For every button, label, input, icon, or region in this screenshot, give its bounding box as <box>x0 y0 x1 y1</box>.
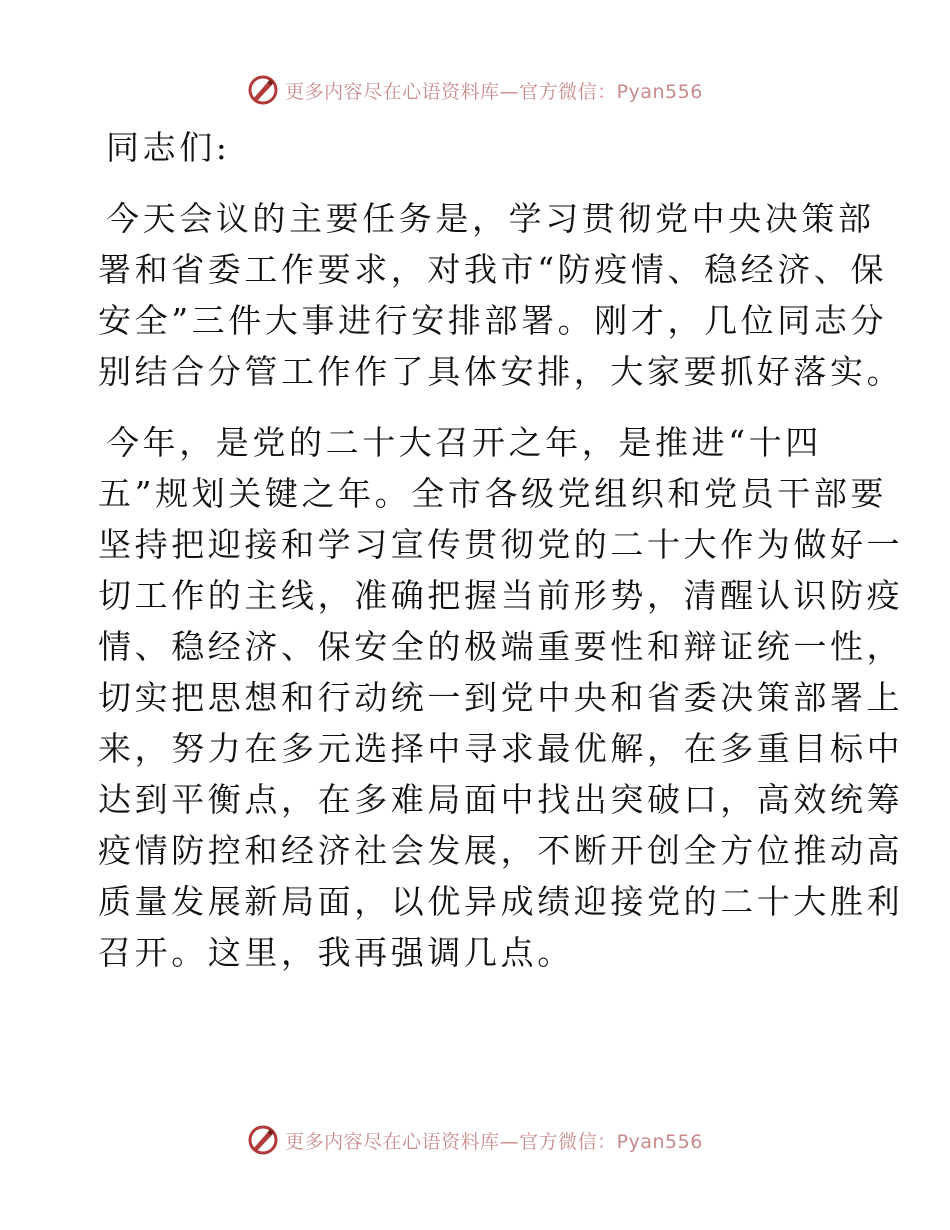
salutation: 同志们: <box>106 128 231 167</box>
paragraph-line: 召开。这里，我再强调几点。 <box>98 933 574 972</box>
pen-circle-logo-icon <box>247 1124 279 1156</box>
paragraph-line: 今天会议的主要任务是，学习贯彻党中央决策部 <box>106 199 875 238</box>
paragraph-1 <box>98 193 904 397</box>
paragraph-line: 坚持把迎接和学习宣传贯彻党的二十大作为做好一 <box>98 525 904 564</box>
document-body <box>98 122 904 978</box>
header-watermark-banner <box>0 70 950 110</box>
paragraph-line: 别结合分管工作作了具体安排，大家要抓好落实。 <box>98 352 904 391</box>
paragraph-line: 切工作的主线，准确把握当前形势，清醒认识防疫 <box>98 576 904 615</box>
paragraph-line: 达到平衡点，在多难局面中找出突破口，高效统筹 <box>98 780 904 819</box>
paragraph-line: 来，努力在多元选择中寻求最优解，在多重目标中 <box>98 729 904 768</box>
paragraph-line: 今年，是党的二十大召开之年，是推进“十四 <box>106 423 822 462</box>
header-watermark-text: 更多内容尽在心语资料库—官方微信：Pyan556 <box>285 80 703 103</box>
paragraph-line: 情、稳经济、保安全的极端重要性和辩证统一性， <box>98 627 904 666</box>
paragraph-2 <box>98 417 904 978</box>
paragraph-line: 疫情防控和经济社会发展，不断开创全方位推动高 <box>98 831 904 870</box>
paragraph-line: 质量发展新局面，以优异成绩迎接党的二十大胜利 <box>98 882 904 921</box>
footer-watermark-banner <box>0 1120 950 1160</box>
paragraph-line: 切实把思想和行动统一到党中央和省委决策部署上 <box>98 678 904 717</box>
paragraph-line: 署和省委工作要求，对我市“防疫情、稳经济、保 <box>98 250 888 289</box>
paragraph-line: 安全”三件大事进行安排部署。刚才，几位同志分 <box>98 301 888 340</box>
paragraph-line: 五”规划关键之年。全市各级党组织和党员干部要 <box>98 474 888 513</box>
pen-circle-logo-icon <box>247 74 279 106</box>
footer-watermark-text: 更多内容尽在心语资料库—官方微信：Pyan556 <box>285 1130 703 1153</box>
